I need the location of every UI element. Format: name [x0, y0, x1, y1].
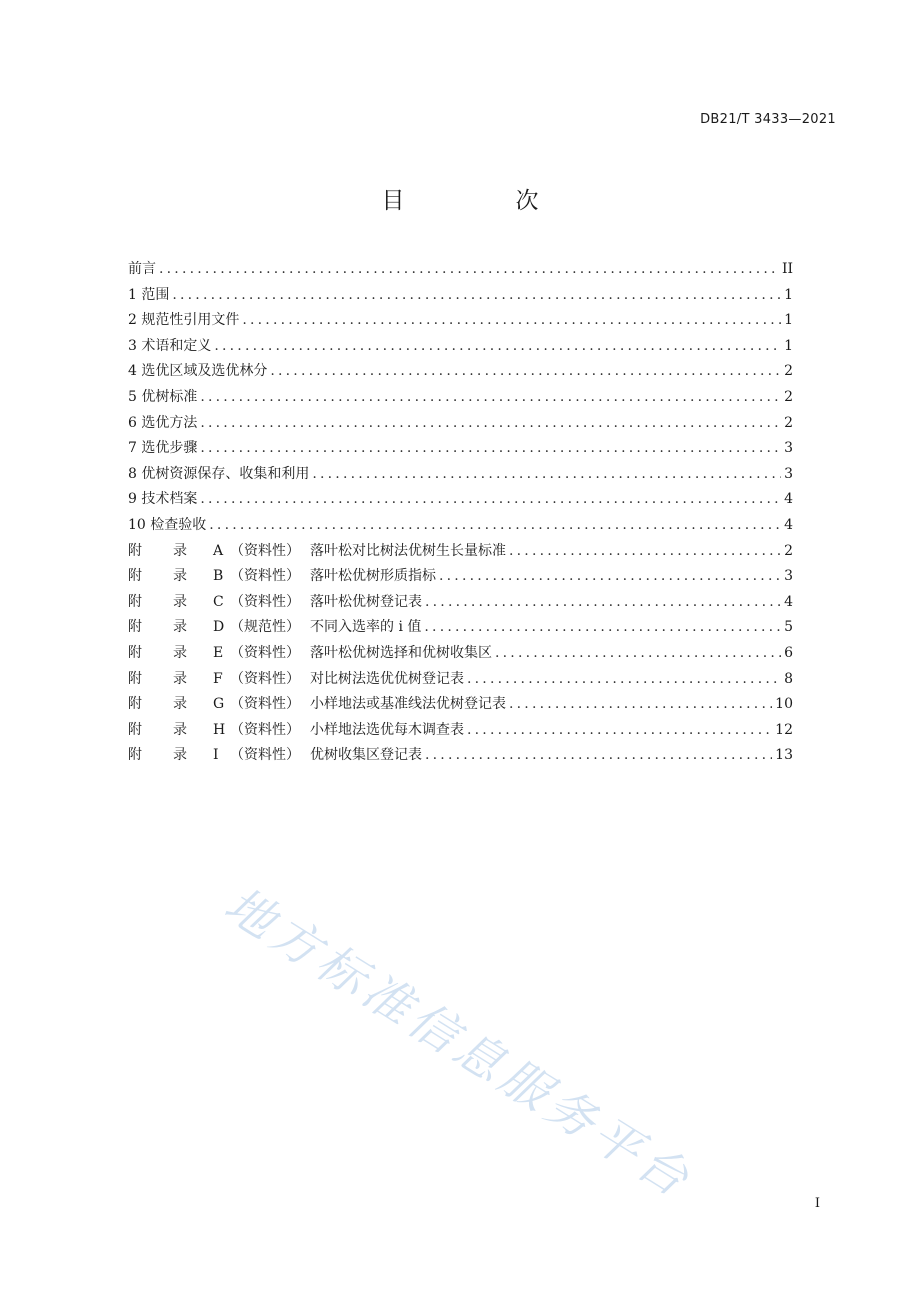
- toc-entry[interactable]: [128, 412, 793, 438]
- appendix-letter: B: [213, 568, 224, 585]
- appendix-char: 录: [173, 619, 187, 636]
- toc-entry-page: 4: [784, 516, 793, 533]
- toc-entry-label: 10 检查验收: [128, 516, 207, 533]
- toc-entry-label: 1 范围: [128, 286, 170, 303]
- toc-entry-page: 1: [784, 312, 793, 329]
- toc-entry-page: 2: [784, 414, 793, 431]
- appendix-label: [128, 565, 436, 585]
- toc-entry[interactable]: [128, 437, 793, 463]
- toc-entry-page: 8: [784, 670, 793, 687]
- appendix-char: 录: [173, 696, 187, 713]
- appendix-title: 落叶松优树形质指标: [310, 568, 436, 585]
- dot-leader: [214, 338, 781, 354]
- toc-entry-label: 9 技术档案: [128, 491, 198, 508]
- dot-leader: [200, 389, 781, 405]
- toc-entry-page: 6: [784, 644, 793, 661]
- toc-entry-label: 7 选优步骤: [128, 440, 198, 457]
- toc-entry-label: 4 选优区域及选优林分: [128, 363, 268, 380]
- appendix-title: 优树收集区登记表: [310, 747, 422, 764]
- toc-entry[interactable]: [128, 514, 793, 540]
- table-of-contents: [128, 258, 793, 770]
- appendix-prefix: 附: [128, 619, 142, 636]
- toc-appendix-entry[interactable]: [128, 565, 793, 591]
- dot-leader: [172, 287, 781, 303]
- appendix-char: 录: [173, 542, 187, 559]
- toc-entry-page: 13: [775, 747, 793, 764]
- toc-appendix-entry[interactable]: [128, 668, 793, 694]
- toc-entry-page: 4: [784, 593, 793, 610]
- appendix-type: （资料性）: [230, 542, 300, 559]
- appendix-type: （资料性）: [230, 747, 300, 764]
- appendix-title: 落叶松优树登记表: [310, 593, 422, 610]
- appendix-label: [128, 642, 492, 662]
- toc-entry[interactable]: [128, 386, 793, 412]
- appendix-type: （资料性）: [230, 593, 300, 610]
- toc-entry[interactable]: [128, 309, 793, 335]
- toc-entry-page: 3: [784, 440, 793, 457]
- dot-leader: [439, 568, 781, 584]
- dot-leader: [467, 671, 781, 687]
- appendix-label: [128, 719, 464, 739]
- toc-entry-page: 2: [784, 388, 793, 405]
- toc-entry-label: 6 选优方法: [128, 414, 198, 431]
- toc-entry-page: 3: [784, 568, 793, 585]
- appendix-char: 录: [173, 568, 187, 585]
- dot-leader: [242, 312, 781, 328]
- toc-entry-label: 5 优树标准: [128, 388, 198, 405]
- toc-appendix-entry[interactable]: [128, 591, 793, 617]
- toc-entry-page: 10: [775, 696, 793, 713]
- dot-leader: [200, 415, 781, 431]
- watermark: 地方标准信息服务平台: [214, 876, 703, 1211]
- appendix-prefix: 附: [128, 721, 142, 738]
- toc-appendix-entry[interactable]: [128, 719, 793, 745]
- dot-leader: [425, 747, 772, 763]
- toc-entry-label: 8 优树资源保存、收集和利用: [128, 465, 310, 482]
- dot-leader: [425, 594, 781, 610]
- toc-entry[interactable]: [128, 360, 793, 386]
- dot-leader: [200, 440, 781, 456]
- page-number: I: [814, 1196, 820, 1211]
- appendix-letter: D: [213, 619, 225, 636]
- appendix-char: 录: [173, 593, 187, 610]
- toc-entry-page: 4: [784, 491, 793, 508]
- appendix-prefix: 附: [128, 568, 142, 585]
- toc-entry-page: 3: [784, 465, 793, 482]
- appendix-prefix: 附: [128, 542, 142, 559]
- toc-entry[interactable]: [128, 284, 793, 310]
- appendix-label: [128, 540, 506, 560]
- toc-entry[interactable]: [128, 488, 793, 514]
- appendix-letter: F: [213, 670, 223, 687]
- toc-entry-page: 2: [784, 542, 793, 559]
- appendix-title: 落叶松对比树法优树生长量标准: [310, 542, 506, 559]
- appendix-letter: E: [213, 644, 224, 661]
- appendix-prefix: 附: [128, 670, 142, 687]
- dot-leader: [495, 645, 781, 661]
- appendix-prefix: 附: [128, 593, 142, 610]
- toc-entry-label: 前言: [128, 261, 156, 277]
- appendix-char: 录: [173, 644, 187, 661]
- toc-entry[interactable]: [128, 335, 793, 361]
- dot-leader: [424, 619, 781, 635]
- appendix-label: [128, 591, 422, 611]
- toc-entry-page: 2: [784, 363, 793, 380]
- toc-entry[interactable]: [128, 258, 793, 284]
- appendix-char: 录: [173, 721, 187, 738]
- toc-entry-page: II: [781, 261, 793, 277]
- appendix-letter: A: [213, 542, 224, 559]
- appendix-type: （资料性）: [230, 644, 300, 661]
- appendix-letter: G: [213, 696, 225, 713]
- dot-leader: [200, 491, 781, 507]
- appendix-title: 对比树法选优优树登记表: [310, 670, 464, 687]
- appendix-type: （规范性）: [230, 619, 300, 636]
- dot-leader: [509, 696, 772, 712]
- appendix-letter: I: [213, 747, 219, 764]
- toc-appendix-entry[interactable]: [128, 642, 793, 668]
- appendix-type: （资料性）: [230, 721, 300, 738]
- toc-appendix-entry[interactable]: [128, 616, 793, 642]
- appendix-label: [128, 693, 506, 713]
- appendix-letter: C: [213, 593, 224, 610]
- dot-leader: [270, 363, 781, 379]
- appendix-type: （资料性）: [230, 696, 300, 713]
- toc-entry[interactable]: [128, 463, 793, 489]
- appendix-prefix: 附: [128, 644, 142, 661]
- appendix-type: （资料性）: [230, 568, 300, 585]
- toc-entry-page: 12: [775, 721, 793, 738]
- toc-appendix-entry[interactable]: [128, 540, 793, 566]
- page-title: 目 次: [381, 188, 583, 214]
- toc-appendix-entry[interactable]: [128, 693, 793, 719]
- appendix-type: （资料性）: [230, 670, 300, 687]
- appendix-title: 不同入选率的 i 值: [310, 619, 422, 636]
- dot-leader: [209, 517, 781, 533]
- appendix-label: [128, 744, 422, 764]
- dot-leader: [312, 466, 781, 482]
- appendix-char: 录: [173, 670, 187, 687]
- dot-leader: [159, 261, 779, 277]
- dot-leader: [509, 543, 781, 559]
- toc-entry-label: 2 规范性引用文件: [128, 312, 240, 329]
- toc-entry-label: 3 术语和定义: [128, 337, 212, 354]
- appendix-prefix: 附: [128, 747, 142, 764]
- dot-leader: [467, 722, 772, 738]
- appendix-label: [128, 668, 464, 688]
- appendix-char: 录: [173, 747, 187, 764]
- appendix-title: 小样地法或基准线法优树登记表: [310, 696, 506, 713]
- toc-appendix-entry[interactable]: [128, 744, 793, 770]
- appendix-letter: H: [213, 721, 226, 738]
- document-code: DB21/T 3433—2021: [700, 112, 836, 127]
- toc-entry-page: 1: [784, 286, 793, 303]
- toc-entry-page: 1: [784, 337, 793, 354]
- appendix-title: 落叶松优树选择和优树收集区: [310, 644, 492, 661]
- appendix-prefix: 附: [128, 696, 142, 713]
- toc-entry-page: 5: [784, 619, 793, 636]
- appendix-label: [128, 616, 421, 636]
- appendix-title: 小样地法选优每木调查表: [310, 721, 464, 738]
